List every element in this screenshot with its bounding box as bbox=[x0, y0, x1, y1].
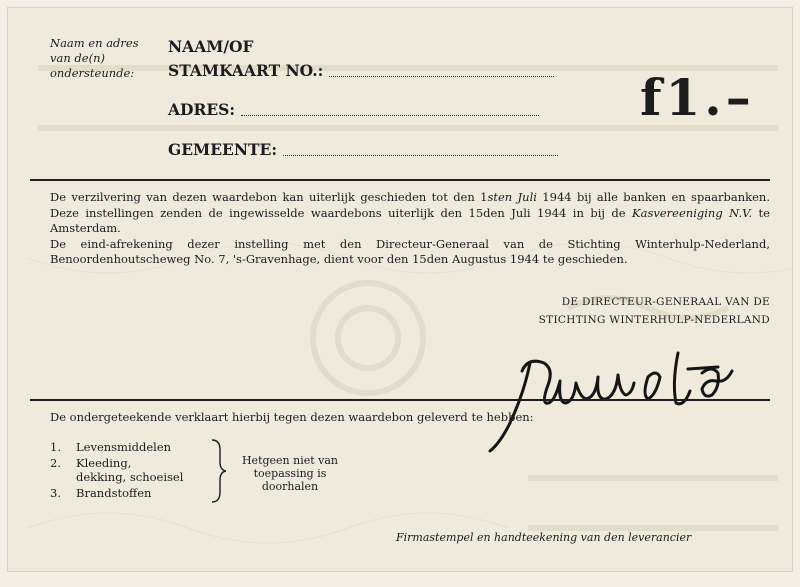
director-signature bbox=[488, 333, 758, 453]
item-number: 1. bbox=[50, 440, 61, 454]
supply-items-list bbox=[50, 440, 183, 500]
redemption-paragraph-2: De eind-afrekening dezer instelling met den Directeur-Generaal van de Stichting Winterhulp-Nederland, Benoordenhoutscheweg No. 7, 's-Gravenhage, dient voor den 15den Augustus 1944 te geschieden. bbox=[50, 236, 770, 266]
gemeente-dotted-line[interactable] bbox=[283, 155, 558, 156]
right-brace-icon bbox=[210, 438, 226, 504]
list-item bbox=[50, 486, 183, 500]
redemption-text bbox=[50, 190, 770, 268]
item-number: 2. bbox=[50, 456, 61, 470]
note-line: Hetgeen niet van bbox=[241, 454, 339, 467]
declaration-text: De ondergeteekende verklaart hierbij tegen dezen waardebon geleverd te hebben: bbox=[50, 410, 534, 424]
note-line: toepassing is bbox=[253, 467, 327, 480]
supplier-stamp-caption: Firmastempel en handteekening van den leverancier bbox=[396, 531, 692, 544]
director-line-1: DE DIRECTEUR-GENERAAL VAN DE bbox=[561, 296, 770, 308]
director-title bbox=[448, 293, 770, 329]
list-item bbox=[50, 440, 183, 454]
stamkaart-field bbox=[168, 62, 554, 80]
address-label-line: van de(n) bbox=[50, 51, 105, 65]
divider-bottom bbox=[30, 399, 770, 401]
naam-of-label-row bbox=[168, 38, 254, 56]
note-line: doorhalen bbox=[261, 480, 319, 493]
item-label: dekking, schoeisel bbox=[76, 470, 184, 484]
redemption-paragraph-1: De verzilvering van dezen waardebon kan uiterlijk geschieden tot den 1sten Juli 1944 bij alle banken en spaarbanken. Deze instellingen zenden de ingewisselde waardebons uiterlijk den 15den Juli 1944 in bij de Kasvereeniging N.V. te Amsterdam. bbox=[50, 190, 770, 235]
address-label-line: Naam en adres bbox=[50, 36, 139, 50]
gemeente-label: GEMEENTE: bbox=[168, 140, 278, 159]
voucher bbox=[8, 8, 792, 571]
address-label bbox=[50, 36, 139, 81]
item-label: Brandstoffen bbox=[76, 486, 152, 500]
director-line-2: STICHTING WINTERHULP-NEDERLAND bbox=[538, 314, 770, 326]
adres-dotted-line[interactable] bbox=[241, 115, 539, 116]
divider-top bbox=[30, 179, 770, 181]
address-label-line: ondersteunde: bbox=[50, 66, 135, 80]
item-number: 3. bbox=[50, 486, 61, 500]
naam-of-label: NAAM/OF bbox=[168, 37, 254, 56]
strike-through-note bbox=[230, 454, 350, 493]
stamkaart-dotted-line[interactable] bbox=[329, 76, 554, 77]
list-item bbox=[50, 456, 183, 484]
gemeente-field bbox=[168, 141, 558, 159]
adres-field bbox=[168, 101, 539, 119]
stamkaart-label: STAMKAART NO.: bbox=[168, 61, 324, 80]
adres-label: ADRES: bbox=[168, 100, 236, 119]
item-label: Kleeding, bbox=[76, 456, 132, 470]
item-label: Levensmiddelen bbox=[76, 440, 172, 454]
amount-value: f1.– bbox=[640, 68, 755, 127]
